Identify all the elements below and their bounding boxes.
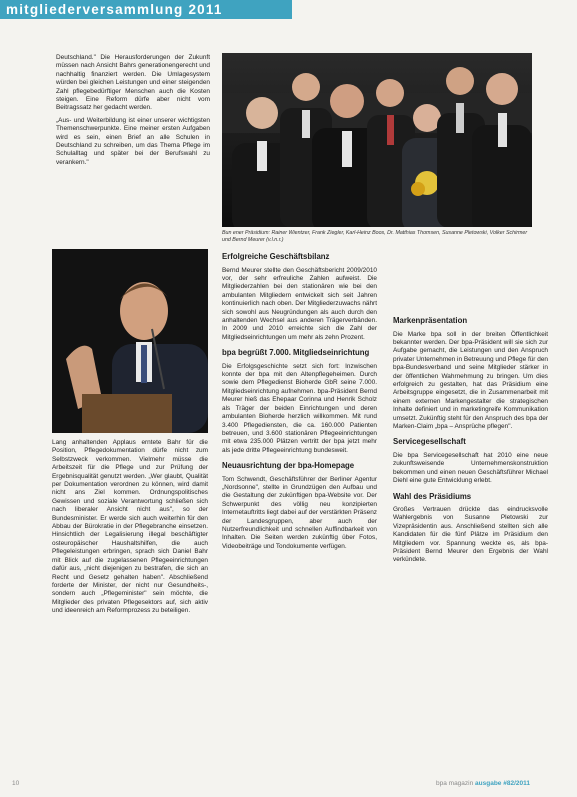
paragraph: „Aus- und Weiterbildung ist einer unserer wichtigsten Themenschwerpunkte. Eine meiner ersten Aufgaben wird es sein, einen Brief an alle Schulen in Deutschland zu schreiben, um das Thema Pflege im Schulalltag und später bei der Berufswahl zu verankern." [56, 116, 210, 166]
minister-photo [52, 249, 208, 433]
paragraph: Die Marke bpa soll in der breiten Öffentlichkeit bekannter werden. Der bpa-Präsident will sie sich zur Aufgabe gemacht, die Leistungen und den Anspruch privater Unternehmen in Betreuung und Pflege für den bpa-Bundesverband und seine Mitglieder stärker in der öffentlichen Wahrnehmung zu bringen. Um dies erfolgreich zu gestalten, hat das Präsidium eine Arbeitsgruppe eingesetzt, die in Zusammenarbeit mit einem externen Markengestalter die strategischen Inhalte definiert und in marketingreife Kommunikation umsetzt. Zukünftig steht für den Anspruch des bpa der Marken-Claim „bpa – Ansprüche pflegen". [393, 330, 548, 430]
issue-number: ausgabe #82/2011 [475, 780, 530, 787]
minister-photo-image [52, 249, 208, 433]
left-column-bottom-text [52, 439, 208, 620]
left-column-top-text [56, 54, 210, 171]
section-heading: Erfolgreiche Geschäftsbilanz [222, 252, 330, 261]
paragraph: Lang anhaltenden Applaus erntete Bahr für die Position, Pflegedokumentation dürfe nicht zum Selbstzweck verkommen. Vielmehr müsse die Arbeitszeit für die Pflege und zur Prüfung der Ergebnisqualität genutzt werden. „Wer glaubt, Qualität per Dokumentation verordnen zu können, wird damit nicht ans Ziel kommen. Ordnungspolitisches Gewissen und soziale Verantwortung schließen sich nach liberaler Ansicht nicht aus", so der Bundesminister. Er werde sich auch weiterhin für den Abbau der Bürokratie in der Pflegebranche einsetzen. Hinsichtlich der Legalisierung illegal beschäftigter osteuropäischer Haushaltshilfen, die auch Pflegeleistungen erbringen, sprach sich Daniel Bahr mit Blick auf die zugelassenen Pflegeeinrichtungen dafür aus, „nicht diejenigen zu bestrafen, die sich an Recht und Gesetz gehalten haben". Abschließend forderte der Minister, der nicht nur Gesundheits-, sondern auch „Pflegeminister" sein möchte, die Mitglieder des privaten Pflegesektors auf, sich aktiv und ideenreich am Reformprozess zu beteiligen. [52, 439, 208, 615]
photo-caption: Bun ener Präsidium: Rainer Wientzer, Frank Ziegler, Karl-Heinz Boos, Dr. Matthias Thomsen, Susanne Pletowski, Volker Schirmer und Bernd Meurer (v.l.n.r.) [222, 230, 528, 243]
group-photo [222, 53, 532, 227]
section-heading: Markenpräsentation [393, 316, 468, 325]
magazine-name: bpa magazin [436, 780, 474, 787]
section-header: mitgliederversammlung 2011 [0, 0, 292, 19]
paragraph: Die Erfolgsgeschichte setzt sich fort: Inzwischen konnte der bpa mit den Altenpflegeheimen. Durch sowie dem Pflegedienst Bioherde GbR seine 7.000. Mitgliedseinrichtung aufnehmen. bpa-Präsident Bernd Meurer hieß das Ehepaar Corinna und Henrik Scholz als Träger der beiden Einrichtungen und deren ambulanten Bioherde herzlich willkommen. Mit rund 3.400 Pflegediensten, die ca. 160.000 Patienten betreuen, und 3.600 stationären Pflegeeinrichtungen mit etwa 235.000 Plätzen vertritt der bpa jetzt mehr als jede dritte Pflegeeinrichtung bundesweit. [222, 362, 377, 454]
paragraph: Großes Vertrauen drückte das eindrucksvolle Wahlergebnis von Susanne Pletowski zur Vizepräsidentin aus. Anschließend stellten sich alle Kandidaten für die fünf Plätze im Präsidium den Mitgliedern vor. Spannung weckte es, als bpa-Präsident Bernd Meurer den Ergebnis der Wahl verkündete. [393, 506, 548, 564]
group-photo-image [222, 53, 532, 227]
section-heading: bpa begrüßt 7.000. Mitgliedseinrichtung [222, 348, 370, 358]
page-number: 10 [12, 780, 20, 787]
section-heading: Servicegesellschaft [393, 437, 466, 447]
middle-column [222, 252, 377, 555]
paragraph: Deutschland." Die Herausforderungen der Zukunft müssen nach Ansicht Bahrs generationengerecht und nachhaltig finanziert werden. Die Umlagesystem würden bei gleichen Leistungen und einer steigenden Zahl pflegebedürftiger Menschen auch die Kosten steigen. Eine Reform dürfe aber nicht vom Beitragssatz her gedacht werden. [56, 54, 210, 112]
section-heading: Wahl des Präsidiums [393, 491, 472, 501]
right-column [393, 254, 548, 569]
paragraph: Die bpa Servicegesellschaft hat 2010 eine neue zukunftsweisende Unternehmenskonstruktion bekommen und einen neuen Geschäftsführer Michael Diehl eine gute Entwicklung erlebt. [393, 451, 548, 485]
section-heading: Neuausrichtung der bpa-Homepage [222, 461, 355, 471]
paragraph: Tom Schwendt, Geschäftsführer der Berliner Agentur „Nordsonne", stellte in Grundzügen den Aufbau und die Gestaltung der zukünftigen bpa-Website vor. Der Schwerpunkt des völlig neu konzipierten Internetauftritts liegt dabei auf der verstärkten Präsenz der Landesgruppen, aber auch der Nutzerfreundlichkeit und schnellen Auffindbarkeit von Inhalten. Die Seiten werden zukünftig über Fotos, Videobeiträge und Tondokumente verfügen. [222, 475, 377, 550]
paragraph: Bernd Meurer stellte den Geschäftsbericht 2009/2010 vor, der sehr erfreuliche Zahlen aufweist. Die Mitgliederzahlen bei den stationären wie bei den ambulanten Mitgliedern entwickelt sich seit Jahren kontinuierlich nach oben. Der Mitgliederzuwachs nährt sich sowohl aus Neugründungen als auch durch den anhaltenden Wechsel aus anderen Trägerverbänden. In 2009 und 2010 erreichte sich die Zahl der Mitgliedseinrichtungen um mehr als zehn Prozent. [222, 266, 377, 341]
footer-magazine [436, 780, 530, 787]
